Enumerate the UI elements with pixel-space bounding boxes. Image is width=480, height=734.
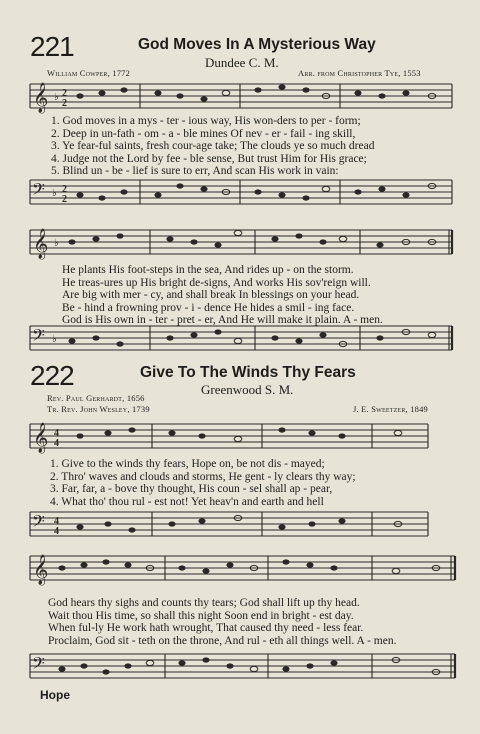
svg-text:♭: ♭ bbox=[54, 92, 59, 103]
hymn-title: God Moves In A Mysterious Way bbox=[138, 36, 376, 53]
svg-text:4: 4 bbox=[54, 516, 59, 527]
bass-staff bbox=[0, 318, 480, 358]
svg-text:𝄢: 𝄢 bbox=[32, 653, 45, 677]
verse-line: 2. Deep in un-fath - om - a - ble mines Of nev - er - fail - ing skill, bbox=[51, 127, 356, 140]
verse-line: Are big with mer - cy, and shall break In blessings on your head. bbox=[62, 289, 360, 302]
svg-text:♭: ♭ bbox=[52, 334, 57, 345]
verse-line: Be - hind a frowning prov - i - dence He hides a smil - ing face. bbox=[62, 301, 355, 314]
verse-line: 2. Thro' waves and clouds and storms, He gent - ly clears thy way; bbox=[50, 470, 356, 483]
verse-line: God is His own in - ter - pret - er, And He will make it plain. A - men. bbox=[62, 314, 383, 327]
verse-line: He plants His foot-steps in the sea, And rides up - on the storm. bbox=[62, 264, 354, 276]
svg-text:♭: ♭ bbox=[54, 238, 59, 249]
verse-line: 1. God moves in a mys - ter - ious way, His won-ders to per - form; bbox=[51, 115, 361, 127]
svg-text:𝄢: 𝄢 bbox=[32, 179, 45, 203]
hymn-number: 221 bbox=[30, 31, 74, 62]
tune-name: Dundee C. M. bbox=[205, 55, 279, 70]
verse-line: 3. Far, far, a - bove thy thought, His coun - sel shall ap - pear, bbox=[50, 483, 333, 496]
verse-lyrics-block bbox=[50, 458, 356, 508]
composer-credit: Arr. from Christopher Tye, 1553 bbox=[298, 68, 421, 78]
verse-line: 5. Blind un - be - lief is sure to err, And scan His work in vain: bbox=[51, 165, 339, 178]
verse-line: God hears thy sighs and counts thy tears; God shall lift up thy head. bbox=[48, 597, 360, 609]
tune-name: Greenwood S. M. bbox=[201, 382, 294, 397]
verse-line: Proclaim, God sit - teth on the throne, And rul - eth all things well. A - men. bbox=[48, 634, 397, 647]
svg-text:2: 2 bbox=[62, 88, 67, 99]
bass-staff bbox=[0, 504, 480, 544]
svg-text:4: 4 bbox=[54, 438, 59, 449]
composer-credit: J. E. Sweetzer, 1849 bbox=[353, 404, 428, 414]
verse-line: He treas-ures up His bright de-signs, And works His sov'reign will. bbox=[62, 276, 371, 289]
page-footer-category: Hope bbox=[40, 688, 70, 702]
svg-text:𝄞: 𝄞 bbox=[33, 423, 49, 453]
svg-text:♭: ♭ bbox=[52, 188, 57, 199]
treble-staff bbox=[0, 416, 480, 458]
treble-staff bbox=[0, 548, 480, 590]
svg-text:4: 4 bbox=[54, 526, 59, 537]
verse-line: Wait thou His time, so shall this night Soon end in bright - est day. bbox=[48, 609, 354, 622]
svg-text:2: 2 bbox=[62, 184, 67, 195]
translator-credit: Tr. Rev. John Wesley, 1739 bbox=[47, 404, 150, 414]
verse-line: 4. What tho' thou rul - est not! Yet heav'n and earth and hell bbox=[50, 495, 324, 508]
bass-staff bbox=[0, 172, 480, 212]
verse-lyrics-block bbox=[51, 115, 374, 178]
treble-staff bbox=[0, 222, 480, 264]
svg-text:2: 2 bbox=[62, 194, 67, 205]
svg-text:𝄢: 𝄢 bbox=[32, 511, 45, 535]
svg-text:𝄞: 𝄞 bbox=[33, 555, 49, 585]
svg-text:2: 2 bbox=[62, 98, 67, 109]
svg-text:𝄢: 𝄢 bbox=[32, 325, 45, 349]
verse-lyrics-block bbox=[48, 597, 396, 647]
svg-text:𝄞: 𝄞 bbox=[33, 83, 49, 113]
hymn-title: Give To The Winds Thy Fears bbox=[140, 364, 356, 381]
author-credit: William Cowper, 1772 bbox=[47, 68, 131, 78]
svg-text:4: 4 bbox=[54, 428, 59, 439]
treble-staff bbox=[0, 76, 480, 118]
verse-line: 4. Judge not the Lord by fee - ble sense, But trust Him for His grace; bbox=[51, 152, 367, 165]
hymn-number: 222 bbox=[30, 360, 74, 391]
author-credit: Rev. Paul Gerhardt, 1656 bbox=[47, 393, 145, 403]
verse-line: 3. Ye fear-ful saints, fresh cour-age take; The clouds ye so much dread bbox=[51, 140, 375, 153]
bass-staff bbox=[0, 646, 480, 686]
verse-line: When ful-ly He work hath wrought, That caused thy need - less fear. bbox=[48, 622, 364, 635]
svg-text:𝄞: 𝄞 bbox=[33, 229, 49, 259]
verse-line: 1. Give to the winds thy fears, Hope on, be not dis - mayed; bbox=[50, 458, 325, 470]
